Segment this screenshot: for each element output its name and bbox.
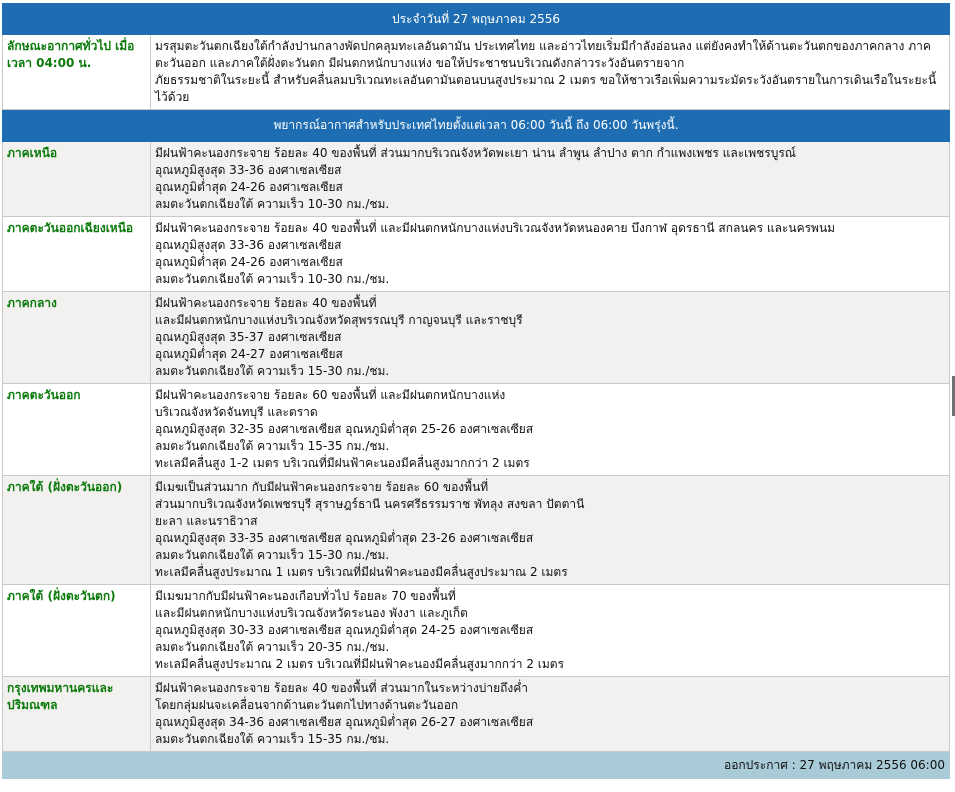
region-label: ภาคกลาง bbox=[3, 292, 151, 384]
forecast-line: ลมตะวันตกเฉียงใต้ ความเร็ว 20-35 กม./ชม. bbox=[155, 640, 390, 654]
forecast-line: ยะลา และนราธิวาส bbox=[155, 514, 258, 528]
region-row-northeast bbox=[3, 217, 950, 292]
region-row-bangkok bbox=[3, 677, 950, 752]
forecast-line: ทะเลมีคลื่นสูงประมาณ 2 เมตร บริเวณที่มีฝนฟ้าคะนองมีคลื่นสูงมากกว่า 2 เมตร bbox=[155, 657, 565, 671]
forecast-line: บริเวณจังหวัดจันทบุรี และตราด bbox=[155, 405, 318, 419]
general-weather-line: มรสุมตะวันตกเฉียงใต้กำลังปานกลางพัดปกคลุมทะเลอันดามัน ประเทศไทย และอ่าวไทยเริ่มมีกำลังอ่อนลง แต่ยังคงทำให้ด้านตะวันตกของภาคกลาง ภาคตะวันออก และภาคใต้ฝั่งตะวันตก มีฝนตกหนักบางแห่ง ขอให้ประชาชนบริเวณดังกล่าวระวังอันตรายจาก bbox=[155, 39, 931, 70]
date-header-row bbox=[3, 4, 950, 35]
region-label: ภาคตะวันออก bbox=[3, 384, 151, 476]
general-weather-line: ภัยธรรมชาติในระยะนี้ สำหรับคลื่นลมบริเวณทะเลอันดามันตอนบนสูงประมาณ 2 เมตร ขอให้ชาวเรือเพิ่มความระมัดระวังอันตรายในการเดินเรือในระยะนี้ไว้ด้วย bbox=[155, 73, 937, 104]
forecast-line: ลมตะวันตกเฉียงใต้ ความเร็ว 15-30 กม./ชม. bbox=[155, 364, 390, 378]
region-label: กรุงเทพมหานครและปริมณฑล bbox=[3, 677, 151, 752]
region-forecast bbox=[151, 585, 950, 677]
forecast-line: และมีฝนตกหนักบางแห่งบริเวณจังหวัดสุพรรณบุรี กาญจนบุรี และราชบุรี bbox=[155, 313, 523, 327]
region-forecast bbox=[151, 292, 950, 384]
forecast-line: ลมตะวันตกเฉียงใต้ ความเร็ว 10-30 กม./ชม. bbox=[155, 272, 390, 286]
issued-row bbox=[3, 752, 950, 779]
forecast-line: มีเมฆเป็นส่วนมาก กับมีฝนฟ้าคะนองกระจาย ร้อยละ 60 ของพื้นที่ bbox=[155, 480, 489, 494]
region-row-south-east-coast bbox=[3, 476, 950, 585]
region-label: ภาคใต้ (ฝั่งตะวันออก) bbox=[3, 476, 151, 585]
forecast-line: อุณหภูมิต่ำสุด 24-27 องศาเซลเซียส bbox=[155, 347, 343, 361]
forecast-line: อุณหภูมิสูงสุด 33-36 องศาเซลเซียส bbox=[155, 163, 342, 177]
forecast-line: มีฝนฟ้าคะนองกระจาย ร้อยละ 40 ของพื้นที่ และมีฝนตกหนักบางแห่งบริเวณจังหวัดหนองคาย บึงกาฬ อุดรธานี สกลนคร และนครพนม bbox=[155, 221, 836, 235]
region-row-central bbox=[3, 292, 950, 384]
date-header: ประจำวันที่ 27 พฤษภาคม 2556 bbox=[3, 4, 950, 35]
region-label: ภาคใต้ (ฝั่งตะวันตก) bbox=[3, 585, 151, 677]
region-row-east bbox=[3, 384, 950, 476]
forecast-line: อุณหภูมิสูงสุด 30-33 องศาเซลเซียส อุณหภูมิต่ำสุด 24-25 องศาเซลเซียส bbox=[155, 623, 534, 637]
region-forecast bbox=[151, 476, 950, 585]
forecast-line: ทะเลมีคลื่นสูง 1-2 เมตร บริเวณที่มีฝนฟ้าคะนองมีคลื่นสูงมากกว่า 2 เมตร bbox=[155, 456, 530, 470]
general-weather-label: ลักษณะอากาศทั่วไป เมื่อเวลา 04:00 น. bbox=[3, 35, 151, 110]
forecast-line: มีฝนฟ้าคะนองกระจาย ร้อยละ 40 ของพื้นที่ ส่วนมากในระหว่างบ่ายถึงค่ำ bbox=[155, 681, 529, 695]
forecast-header-row bbox=[3, 110, 950, 142]
forecast-line: และมีฝนตกหนักบางแห่งบริเวณจังหวัดระนอง พังงา และภูเก็ต bbox=[155, 606, 468, 620]
region-forecast bbox=[151, 217, 950, 292]
region-forecast bbox=[151, 384, 950, 476]
forecast-line: ส่วนมากบริเวณจังหวัดเพชรบุรี สุราษฎร์ธานี นครศรีธรรมราช พัทลุง สงขลา ปัตตานี bbox=[155, 497, 585, 511]
forecast-line: ลมตะวันตกเฉียงใต้ ความเร็ว 10-30 กม./ชม. bbox=[155, 197, 390, 211]
forecast-line: โดยกลุ่มฝนจะเคลื่อนจากด้านตะวันตกไปทางด้านตะวันออก bbox=[155, 698, 459, 712]
general-weather-text bbox=[151, 35, 950, 110]
general-weather-row bbox=[3, 35, 950, 110]
region-row-north bbox=[3, 142, 950, 217]
forecast-table bbox=[2, 3, 950, 779]
forecast-line: อุณหภูมิสูงสุด 32-35 องศาเซลเซียส อุณหภูมิต่ำสุด 25-26 องศาเซลเซียส bbox=[155, 422, 534, 436]
forecast-line: มีฝนฟ้าคะนองกระจาย ร้อยละ 60 ของพื้นที่ และมีฝนตกหนักบางแห่ง bbox=[155, 388, 506, 402]
forecast-line: มีเมฆมากกับมีฝนฟ้าคะนองเกือบทั่วไป ร้อยละ 70 ของพื้นที่ bbox=[155, 589, 456, 603]
forecast-line: มีฝนฟ้าคะนองกระจาย ร้อยละ 40 ของพื้นที่ ส่วนมากบริเวณจังหวัดพะเยา น่าน ลำพูน ลำปาง ตาก กำแพงเพชร และเพชรบูรณ์ bbox=[155, 146, 796, 160]
forecast-line: ทะเลมีคลื่นสูงประมาณ 1 เมตร บริเวณที่มีฝนฟ้าคะนองมีคลื่นสูงประมาณ 2 เมตร bbox=[155, 565, 568, 579]
forecast-line: อุณหภูมิต่ำสุด 24-26 องศาเซลเซียส bbox=[155, 180, 343, 194]
forecast-header: พยากรณ์อากาศสำหรับประเทศไทยตั้งแต่เวลา 06:00 วันนี้ ถึง 06:00 วันพรุ่งนี้. bbox=[3, 110, 950, 142]
forecast-line: ลมตะวันตกเฉียงใต้ ความเร็ว 15-30 กม./ชม. bbox=[155, 548, 390, 562]
region-forecast bbox=[151, 677, 950, 752]
issued-timestamp: ออกประกาศ : 27 พฤษภาคม 2556 06:00 bbox=[3, 752, 950, 779]
region-label: ภาคเหนือ bbox=[3, 142, 151, 217]
region-forecast bbox=[151, 142, 950, 217]
forecast-line: อุณหภูมิสูงสุด 35-37 องศาเซลเซียส bbox=[155, 330, 342, 344]
forecast-line: อุณหภูมิสูงสุด 34-36 องศาเซลเซียส อุณหภูมิต่ำสุด 26-27 องศาเซลเซียส bbox=[155, 715, 534, 729]
forecast-line: อุณหภูมิสูงสุด 33-35 องศาเซลเซียส อุณหภูมิต่ำสุด 23-26 องศาเซลเซียส bbox=[155, 531, 534, 545]
forecast-line: อุณหภูมิต่ำสุด 24-26 องศาเซลเซียส bbox=[155, 255, 343, 269]
forecast-line: ลมตะวันตกเฉียงใต้ ความเร็ว 15-35 กม./ชม. bbox=[155, 439, 390, 453]
region-row-south-west-coast bbox=[3, 585, 950, 677]
forecast-line: ลมตะวันตกเฉียงใต้ ความเร็ว 15-35 กม./ชม. bbox=[155, 732, 390, 746]
forecast-line: อุณหภูมิสูงสุด 33-36 องศาเซลเซียส bbox=[155, 238, 342, 252]
region-label: ภาคตะวันออกเฉียงเหนือ bbox=[3, 217, 151, 292]
forecast-line: มีฝนฟ้าคะนองกระจาย ร้อยละ 40 ของพื้นที่ bbox=[155, 296, 377, 310]
